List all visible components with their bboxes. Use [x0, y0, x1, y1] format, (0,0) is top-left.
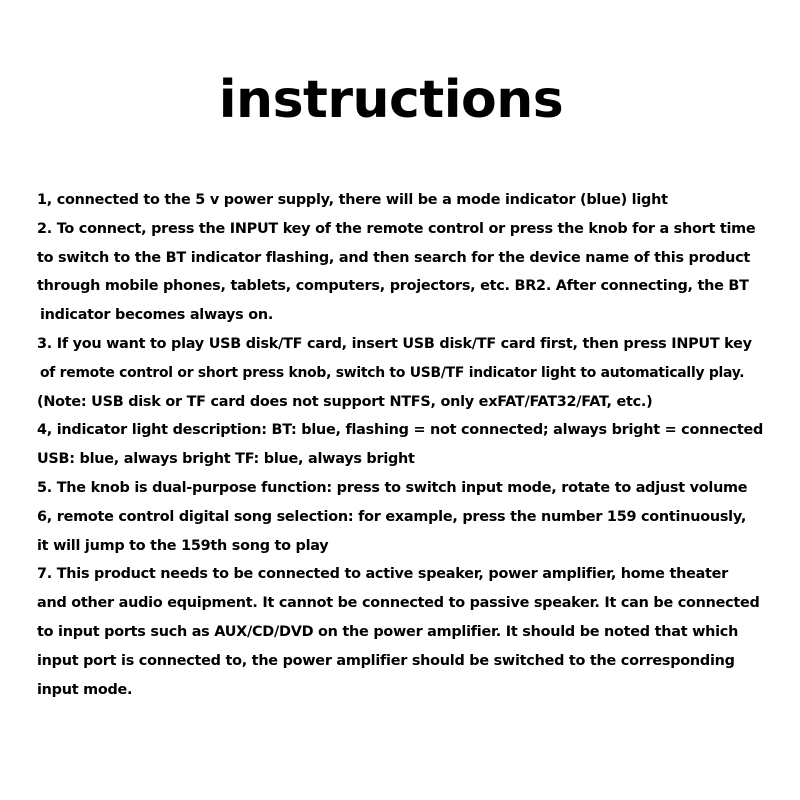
page-title: instructions [218, 70, 564, 130]
instruction-line-16: to input ports such as AUX/CD/DVD on the power amplifier. It should be noted that which [37, 623, 739, 640]
instruction-line-17: input port is connected to, the power amplifier should be switched to the corresponding [37, 652, 735, 669]
instruction-line-3: to switch to the BT indicator flashing, and then search for the device name of this product [37, 249, 751, 266]
instruction-line-15: and other audio equipment. It cannot be connected to passive speaker. It can be connected [37, 595, 760, 612]
instruction-line-14: 7. This product needs to be connected to active speaker, power amplifier, home theater [37, 566, 729, 583]
instruction-line-4: through mobile phones, tablets, computers, projectors, etc. BR2. After connecting, the BT [37, 278, 749, 295]
instruction-line-9: 4, indicator light description: BT: blue, flashing = not connected; always bright = connected [37, 422, 764, 439]
instruction-line-7: of remote control or short press knob, switch to USB/TF indicator light to automatically play. [40, 364, 745, 381]
instruction-line-18: input mode. [37, 681, 133, 698]
instructions-body [37, 186, 800, 704]
instruction-line-11: 5. The knob is dual-purpose function: press to switch input mode, rotate to adjust volume [37, 479, 748, 496]
instruction-line-10: USB: blue, always bright TF: blue, always bright [37, 451, 415, 468]
instruction-line-2: 2. To connect, press the INPUT key of the remote control or press the knob for a short time [37, 220, 756, 237]
instruction-line-5: indicator becomes always on. [40, 307, 274, 324]
instruction-line-12: 6, remote control digital song selection: for example, press the number 159 continuously, [37, 508, 747, 525]
instruction-line-1: 1, connected to the 5 v power supply, there will be a mode indicator (blue) light [37, 192, 668, 208]
instruction-line-8: (Note: USB disk or TF card does not support NTFS, only exFAT/FAT32/FAT, etc.) [37, 393, 653, 410]
instruction-line-13: it will jump to the 159th song to play [37, 537, 329, 554]
instruction-line-6: 3. If you want to play USB disk/TF card, insert USB disk/TF card first, then press INPUT key [37, 335, 752, 352]
